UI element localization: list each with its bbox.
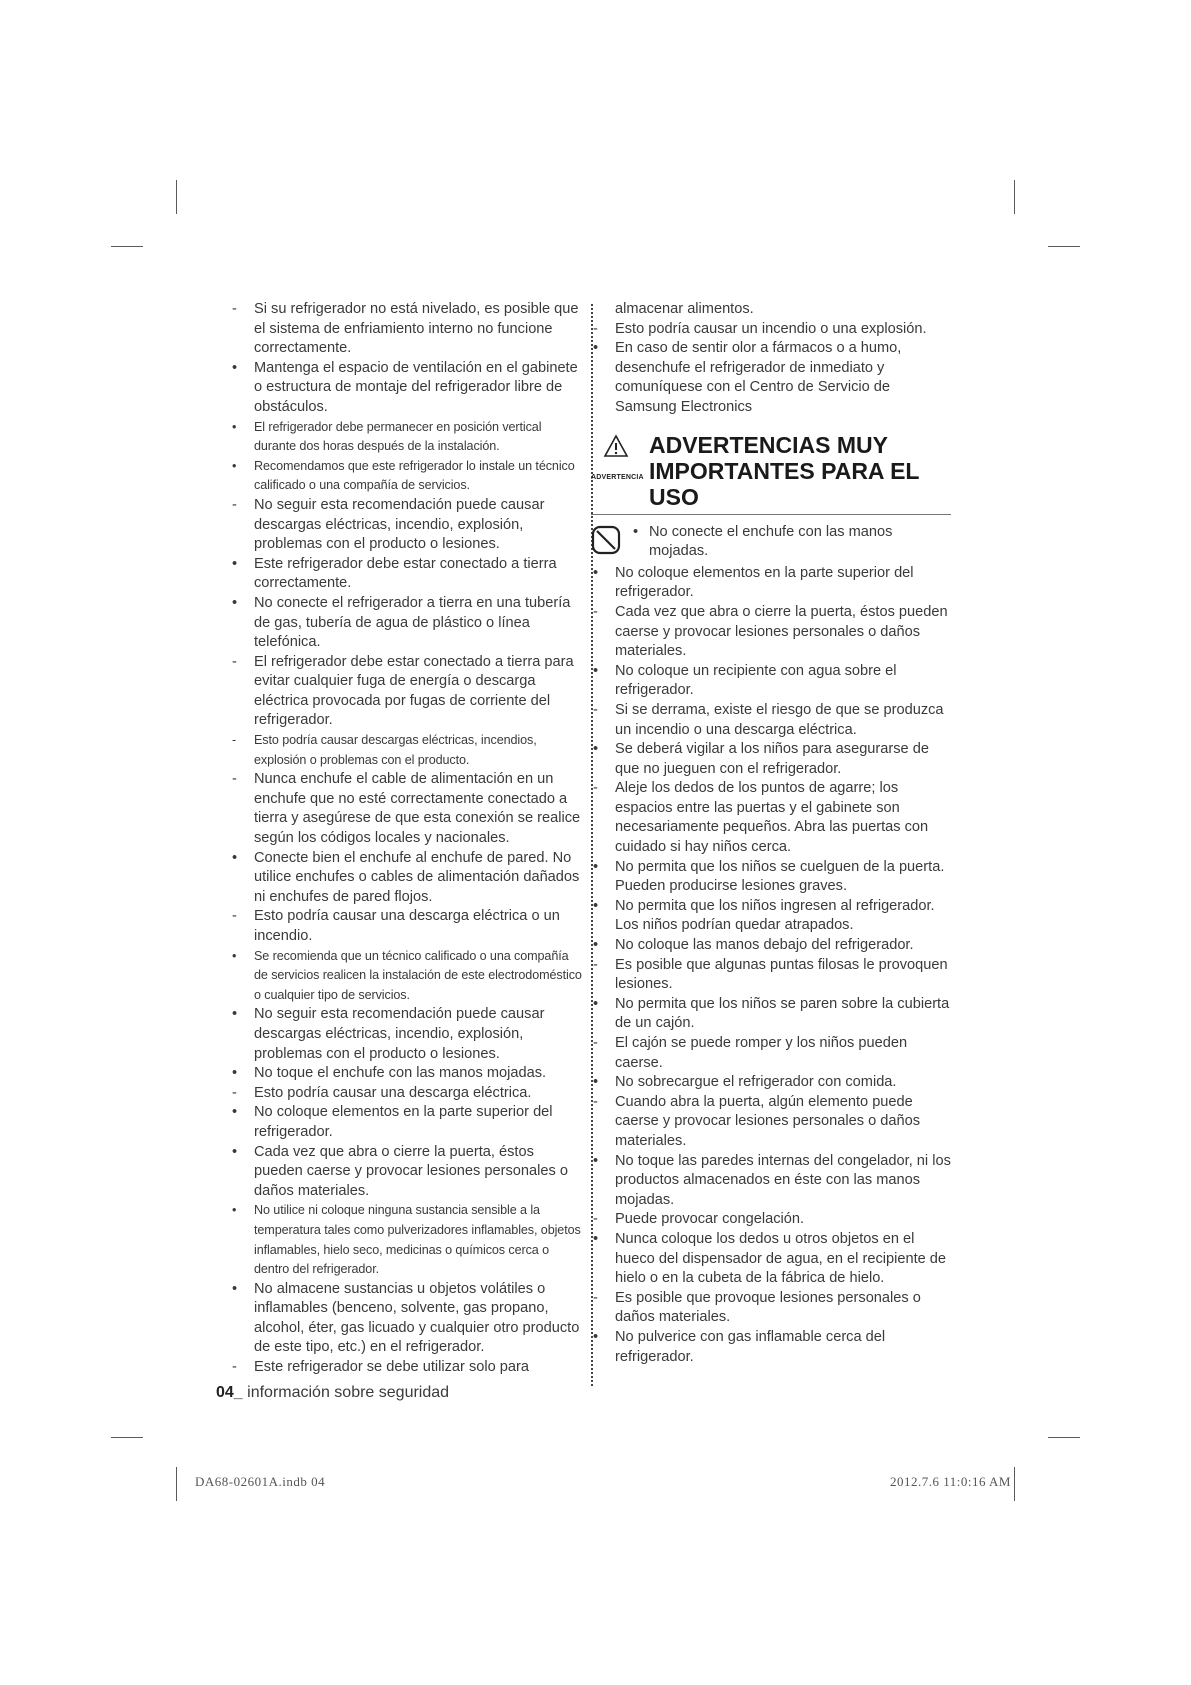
list-item-text: Esto podría causar una descarga eléctrica. <box>254 1084 532 1101</box>
bullet: • <box>232 1065 238 1082</box>
list-item <box>591 1093 951 1152</box>
right-list <box>591 564 951 1367</box>
bullet: • <box>232 948 237 963</box>
warning-title-line2: IMPORTANTES PARA EL USO <box>649 457 920 510</box>
no-plug-item <box>591 523 951 562</box>
bullet: • <box>232 1203 237 1218</box>
warning-heading <box>591 432 951 515</box>
warning-triangle-icon <box>603 434 629 458</box>
bullet: • <box>593 340 599 357</box>
dash: - <box>232 733 237 748</box>
bullet: • <box>232 1280 238 1297</box>
bullet: • <box>593 662 599 679</box>
list-item-text: No permita que los niños se cuelguen de la puerta. Pueden producirse lesiones graves. <box>615 858 945 895</box>
list-item <box>591 1328 951 1367</box>
list-item-text: Se deberá vigilar a los niños para asegurarse de que no jueguen con el refrigerador. <box>615 741 929 777</box>
list-item <box>230 1280 582 1358</box>
list-item <box>230 1005 582 1064</box>
dash: - <box>593 320 598 337</box>
crop-mark <box>1014 180 1015 214</box>
list-item-text: El cajón se puede romper y los niños pueden caerse. <box>615 1035 908 1071</box>
list-item-text: Recomendamos que este refrigerador lo instale un técnico calificado o una compañía de servicios. <box>254 458 575 493</box>
crop-mark <box>1048 1437 1080 1438</box>
bullet: • <box>232 1104 238 1121</box>
list-item <box>591 897 951 936</box>
list-item-text: Nunca coloque los dedos u otros objetos en el hueco del dispensador de agua, en el recipiente de hielo o en la cubeta de la fábrica de hielo. <box>615 1230 947 1287</box>
dash: - <box>593 701 598 718</box>
bullet: • <box>593 858 599 875</box>
bullet: • <box>593 897 599 914</box>
list-item <box>230 1064 582 1084</box>
crop-mark <box>176 1467 177 1501</box>
list-item <box>591 603 951 662</box>
list-item <box>230 947 582 1006</box>
bullet: • <box>593 1152 599 1169</box>
bullet: • <box>232 849 238 866</box>
dash: - <box>232 908 237 925</box>
list-item <box>230 1201 582 1279</box>
bullet: • <box>232 1006 238 1023</box>
dash: - <box>593 956 598 973</box>
dash: - <box>232 301 237 317</box>
list-item-text: Mantenga el espacio de ventilación en el gabinete o estructura de montaje del refrigerador libre de obstáculos. <box>254 359 578 415</box>
list-item <box>230 731 582 770</box>
list-item-text: Puede provocar congelación. <box>615 1211 805 1228</box>
list-item <box>230 653 582 731</box>
list-item <box>591 995 951 1034</box>
dash: - <box>593 603 598 620</box>
list-item <box>591 1230 951 1289</box>
list-item-text: No toque el enchufe con las manos mojadas. <box>254 1065 547 1082</box>
list-item <box>230 1103 582 1142</box>
page-footer <box>216 1384 449 1402</box>
list-item <box>230 300 582 359</box>
list-item <box>230 1143 582 1202</box>
list-item <box>591 300 951 320</box>
warning-title-line1: ADVERTENCIAS MUY <box>649 431 888 458</box>
dash: - <box>593 1211 598 1228</box>
list-item-text: No seguir esta recomendación puede causar descargas eléctricas, incendio, explosión, problemas con el producto o lesiones. <box>254 1006 545 1062</box>
list-item-text: Esto podría causar descargas eléctricas, incendios, explosión o problemas con el producto. <box>254 733 537 767</box>
list-item <box>591 1152 951 1211</box>
bullet: • <box>593 995 599 1012</box>
dash: - <box>232 653 237 670</box>
list-item <box>591 779 951 857</box>
list-item <box>591 1210 951 1230</box>
dash: - <box>232 1084 237 1101</box>
list-item-text: No coloque elementos en la parte superior del refrigerador. <box>254 1104 553 1140</box>
right-top-list <box>591 300 951 418</box>
bullet: • <box>593 1328 599 1345</box>
warning-small-label: ADVERTENCIA <box>591 473 644 481</box>
list-item <box>591 1289 951 1328</box>
list-item <box>591 339 951 417</box>
list-item <box>230 555 582 594</box>
list-item-text: No almacene sustancias u objetos volátiles o inflamables (benceno, solvente, gas propano, alcohol, éter, gas licuado y cualquier otro producto de este tipo, etc.) en el refrigerador. <box>254 1280 580 1356</box>
bullet: • <box>593 1074 599 1091</box>
list-item <box>230 907 582 946</box>
bullet: • <box>232 359 238 376</box>
list-item-text: El refrigerador debe permanecer en posición vertical durante dos horas después de la instalación. <box>254 419 542 454</box>
list-item-text: No permita que los niños se paren sobre la cubierta de un cajón. <box>615 995 950 1032</box>
left-column <box>230 300 582 1378</box>
list-item-text: Si se derrama, existe el riesgo de que se produzca un incendio o una descarga eléctrica. <box>615 701 944 738</box>
bullet: • <box>232 594 238 611</box>
list-item-text: No coloque elementos en la parte superior del refrigerador. <box>615 564 914 601</box>
dash: - <box>593 780 598 797</box>
list-item <box>230 359 582 418</box>
page-number: 04_ <box>216 1384 243 1401</box>
list-item <box>591 956 951 995</box>
list-item <box>591 662 951 701</box>
list-item-text: Es posible que provoque lesiones personales o daños materiales. <box>615 1289 921 1326</box>
list-item <box>591 320 951 340</box>
list-item-text: No pulverice con gas inflamable cerca del refrigerador. <box>615 1328 886 1365</box>
list-item <box>591 858 951 897</box>
dash: - <box>232 771 237 788</box>
list-item-text: Aleje los dedos de los puntos de agarre; los espacios entre las puertas y el gabinete son necesariamente pequeños. Abra las puertas con cuidado si hay niños cerca. <box>615 780 929 856</box>
list-item <box>591 1073 951 1093</box>
list-item <box>591 1034 951 1073</box>
list-item-text: No sobrecargue el refrigerador con comida. <box>615 1074 897 1091</box>
no-plug-text: No conecte el enchufe con las manos mojadas. <box>649 523 893 560</box>
list-item <box>230 418 582 457</box>
list-item-text: Cada vez que abra o cierre la puerta, éstos pueden caerse y provocar lesiones personales o daños materiales. <box>615 603 948 660</box>
bullet: • <box>232 1143 238 1160</box>
list-item <box>230 770 582 848</box>
list-item-text: Este refrigerador debe estar conectado a tierra correctamente. <box>254 555 557 592</box>
list-item <box>230 457 582 496</box>
imprint-datetime: 2012.7.6 11:0:16 AM <box>890 1474 1011 1489</box>
list-item-text: El refrigerador debe estar conectado a tierra para evitar cualquier fuga de energía o descarga eléctrica provocada por fugas de corriente del refrigerador. <box>254 653 574 729</box>
list-item-text: Este refrigerador se debe utilizar solo para <box>254 1359 529 1376</box>
list-item-text: Cada vez que abra o cierre la puerta, éstos pueden caerse y provocar lesiones personales o daños materiales. <box>254 1143 568 1199</box>
dash: - <box>232 1359 237 1376</box>
crop-mark <box>111 246 143 247</box>
crop-mark <box>111 1437 143 1438</box>
dash: - <box>593 1093 598 1110</box>
dash: - <box>593 1035 598 1051</box>
bullet: • <box>232 458 237 473</box>
right-column <box>591 300 951 1367</box>
crop-mark <box>1048 246 1080 247</box>
bullet: • <box>232 419 237 434</box>
list-item-text: En caso de sentir olor a fármacos o a humo, desenchufe el refrigerador de inmediato y comuníquese con el Centro de Servicio de Samsung Electronics <box>615 340 902 415</box>
bullet: • <box>593 937 599 954</box>
list-item-text: No toque las paredes internas del congelador, ni los productos almacenados en éste con las manos mojadas. <box>615 1152 951 1208</box>
crop-mark <box>1014 1467 1015 1501</box>
dash: - <box>232 496 237 513</box>
list-item-text: No permita que los niños ingresen al refrigerador. Los niños podrían quedar atrapados. <box>615 897 935 934</box>
list-item-text: Esto podría causar un incendio o una explosión. <box>615 320 927 337</box>
footer-section: información sobre seguridad <box>242 1384 450 1401</box>
list-item-text: Se recomienda que un técnico calificado o una compañía de servicios realicen la instalación de este electrodoméstico o cualquier tipo de servicios. <box>254 948 582 1002</box>
list-item-text: No utilice ni coloque ninguna sustancia sensible a la temperatura tales como pulverizadores inflamables, objetos inflamables, hielo seco, medicinas o químicos cerca o dentro del refrigerador. <box>254 1203 581 1277</box>
bullet: • <box>232 555 238 572</box>
list-item-text: No coloque las manos debajo del refrigerador. <box>615 937 914 954</box>
crop-mark <box>176 180 177 214</box>
list-item <box>591 701 951 740</box>
list-item-text: No coloque un recipiente con agua sobre el refrigerador. <box>615 662 897 699</box>
list-item <box>591 740 951 779</box>
list-item <box>230 1358 582 1378</box>
bullet: • <box>593 741 599 758</box>
list-item-text: Nunca enchufe el cable de alimentación en un enchufe que no esté correctamente conectado a tierra y asegúrese de que esta conexión se realice según los códigos locales y nacionales. <box>254 771 581 847</box>
bullet: • <box>593 564 599 581</box>
list-item <box>230 849 582 908</box>
list-item <box>230 1084 582 1104</box>
list-item-text: Es posible que algunas puntas filosas le provoquen lesiones. <box>615 956 948 993</box>
list-item <box>230 496 582 555</box>
dash: - <box>593 1289 598 1306</box>
list-item-text: Si su refrigerador no está nivelado, es posible que el sistema de enfriamiento interno no funcione correctamente. <box>254 301 579 357</box>
list-item-text: No seguir esta recomendación puede causar descargas eléctricas, incendio, explosión, problemas con el producto o lesiones. <box>254 496 545 553</box>
list-item-text: Conecte bien el enchufe al enchufe de pared. No utilice enchufes o cables de alimentación dañados ni enchufes de pared flojos. <box>254 849 580 905</box>
list-item-text: almacenar alimentos. <box>615 301 754 317</box>
list-item <box>230 594 582 653</box>
list-item-text: No conecte el refrigerador a tierra en una tubería de gas, tubería de agua de plástico o línea telefónica. <box>254 594 571 651</box>
list-item <box>591 564 951 603</box>
bullet: • <box>633 523 639 540</box>
list-item <box>591 936 951 956</box>
prohibited-icon <box>591 525 621 555</box>
bullet: • <box>593 1230 599 1247</box>
list-item-text: Esto podría causar una descarga eléctrica o un incendio. <box>254 908 560 944</box>
imprint-file: DA68-02601A.indb 04 <box>195 1474 326 1489</box>
list-item-text: Cuando abra la puerta, algún elemento puede caerse y provocar lesiones personales o daños materiales. <box>615 1093 921 1149</box>
